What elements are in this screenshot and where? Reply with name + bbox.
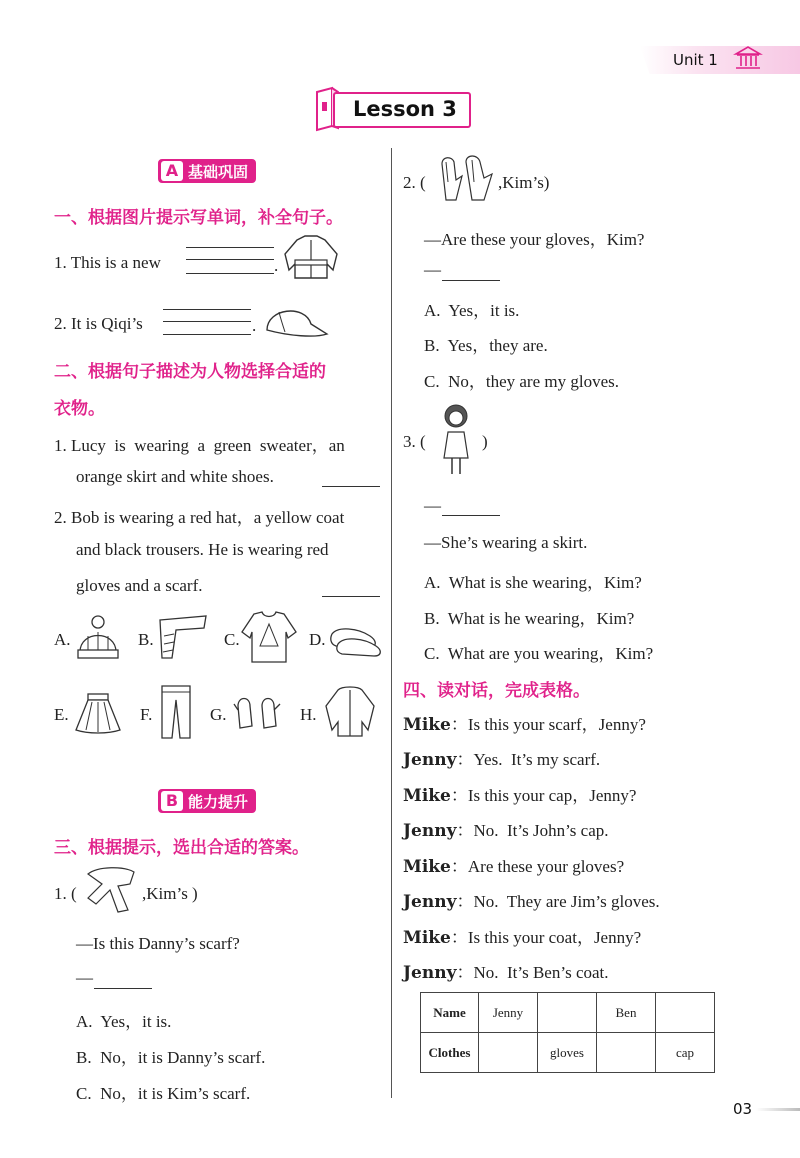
lesson-title: Lesson 3 — [353, 97, 457, 121]
q3-item-3-answer: —She’s wearing a skirt. — [424, 533, 588, 552]
choice-b: B. No，it is Danny’s scarf. — [76, 1048, 266, 1067]
table-cell: cap — [656, 1033, 715, 1073]
answer-line — [186, 247, 274, 248]
table-cell: gloves — [538, 1033, 597, 1073]
answer-table — [420, 992, 715, 1073]
answer-line — [163, 334, 251, 335]
section-b-badge — [158, 789, 256, 813]
dialogue-line: Jenny：Yes. It’s my scarf. — [403, 750, 601, 770]
q2-item-1: 1. Lucy is wearing a green sweater，an — [54, 436, 345, 455]
option-d: D. — [309, 630, 326, 649]
table-cell: Ben — [597, 993, 656, 1033]
q1-item-1: 1. This is a new — [54, 253, 161, 272]
dialogue-line: Mike：Is this your cap，Jenny? — [403, 786, 637, 806]
option-a: A. — [54, 630, 71, 649]
table-cell[interactable] — [479, 1033, 538, 1073]
section-b-letter: B — [161, 791, 183, 811]
table-cell: Jenny — [479, 993, 538, 1033]
dialogue-line: Jenny：No. They are Jim’s gloves. — [403, 892, 660, 912]
answer-blank — [442, 515, 500, 516]
choice-c: C. No，they are my gloves. — [424, 372, 619, 391]
building-icon — [733, 44, 763, 72]
answer-blank — [442, 280, 500, 281]
knit-hat-icon — [74, 614, 122, 662]
q3-item-2-question: —Are these your gloves，Kim? — [424, 230, 645, 249]
q3-item-3-prompt: 3. ( — [403, 432, 426, 451]
table-cell[interactable] — [597, 1033, 656, 1073]
option-f: F. — [140, 705, 153, 724]
coat-icon — [281, 234, 341, 280]
girl-figure-icon — [436, 402, 476, 480]
dialogue-line: Mike：Is this your scarf，Jenny? — [403, 715, 646, 735]
section-a-label: 基础巩固 — [188, 163, 249, 181]
choice-c: C. What are you wearing，Kim? — [424, 644, 654, 663]
table-cell: Clothes — [421, 1033, 479, 1073]
mittens-icon — [232, 692, 284, 732]
choice-c: C. No，it is Kim’s scarf. — [76, 1084, 251, 1103]
option-e: E. — [54, 705, 69, 724]
table-row — [421, 1033, 715, 1073]
section-b-label: 能力提升 — [188, 793, 249, 811]
question-1-title: 一、根据图片提示写单词，补全句子。 — [54, 208, 343, 228]
q3-item-1-prompt: 1. ( — [54, 884, 77, 903]
dialogue-line: Mike：Is this your coat，Jenny? — [403, 928, 642, 948]
answer-line — [186, 273, 274, 274]
unit-label: Unit 1 — [673, 51, 718, 69]
skirt-icon — [72, 690, 124, 738]
option-c: C. — [224, 630, 240, 649]
page-bar — [756, 1108, 800, 1111]
section-a-letter: A — [161, 161, 183, 181]
section-a-badge — [158, 159, 256, 183]
trousers-icon — [158, 682, 194, 742]
column-divider — [391, 148, 392, 1098]
answer-blank — [322, 486, 380, 487]
choice-a: A. Yes，it is. — [424, 301, 520, 320]
q1-item-2: 2. It is Qiqi’s — [54, 314, 143, 333]
table-row — [421, 993, 715, 1033]
choice-a: A. What is she wearing，Kim? — [424, 573, 642, 592]
table-cell[interactable] — [656, 993, 715, 1033]
answer-line — [163, 309, 251, 310]
table-cell: Name — [421, 993, 479, 1033]
question-2-title: 二、根据句子描述为人物选择合适的 — [54, 362, 326, 382]
q3-item-2-prompt: 2. ( — [403, 173, 426, 192]
cap-icon — [259, 302, 331, 342]
dialogue-line: Jenny：No. It’s Ben’s coat. — [403, 963, 609, 983]
choice-b: B. What is he wearing，Kim? — [424, 609, 635, 628]
page-number: 03 — [733, 1100, 753, 1118]
table-cell[interactable] — [538, 993, 597, 1033]
scarf-icon — [154, 612, 214, 662]
answer-line — [186, 259, 274, 260]
option-h: H. — [300, 705, 317, 724]
choice-b: B. Yes，they are. — [424, 336, 548, 355]
option-g: G. — [210, 705, 227, 724]
shoes-icon — [328, 616, 384, 660]
scarf-icon — [84, 864, 142, 916]
dialogue-line: Mike：Are these your gloves? — [403, 857, 625, 877]
choice-a: A. Yes，it is. — [76, 1012, 172, 1031]
sweater-icon — [240, 610, 298, 666]
answer-blank — [322, 596, 380, 597]
q2-item-2: 2. Bob is wearing a red hat，a yellow coat — [54, 508, 345, 527]
option-b: B. — [138, 630, 154, 649]
unit-tab — [640, 46, 800, 74]
dialogue-line: Jenny：No. It’s John’s cap. — [403, 821, 609, 841]
answer-line — [163, 321, 251, 322]
q3-item-1-question: —Is this Danny’s scarf? — [76, 934, 240, 953]
jacket-icon — [322, 684, 378, 740]
question-3-title: 三、根据提示，选出合适的答案。 — [54, 838, 309, 858]
answer-blank — [94, 988, 152, 989]
gloves-icon — [434, 152, 498, 206]
question-4-title: 四、读对话，完成表格。 — [403, 681, 590, 701]
